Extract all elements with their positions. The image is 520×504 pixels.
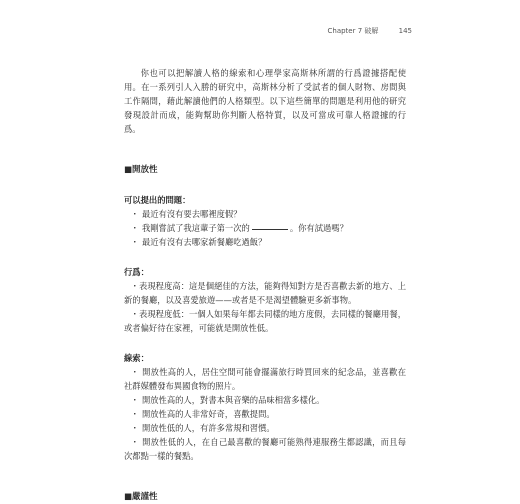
section-heading-openness: ■開放性 <box>124 165 158 175</box>
section-heading-conscientiousness: ■嚴謹性 <box>124 492 158 502</box>
list-item: ・ 開放性高的人，對書本與音樂的品味相當多樣化。 <box>130 395 325 405</box>
questions-heading: 可以提出的問題： <box>124 195 191 205</box>
list-item: ・ 我剛嘗試了我這輩子第一次的 。你有試過嗎？ <box>130 223 348 233</box>
list-item: ・ 開放性高的人，居住空間可能會擺滿旅行時買回來的紀念品，並喜歡在社群媒體發布異國食物的照片。 <box>124 367 406 391</box>
clues-list <box>124 365 406 463</box>
behavior-paragraph: ・表現程度高：這是個絕佳的方法，能夠得知對方是否喜歡去新的地方、上新的餐廳，以及喜愛旅遊——或者是不是渴望體驗更多新事物。 <box>124 281 406 305</box>
page-body <box>124 66 406 504</box>
behavior-heading: 行爲： <box>124 267 149 277</box>
chapter-label: Chapter 7 破解 <box>327 27 379 35</box>
page-header <box>328 26 413 36</box>
clues-heading: 線索： <box>124 353 149 363</box>
list-item: ・ 開放性低的人，在自己最喜歡的餐廳可能熟得連服務生都認識，而且每次都點一樣的餐點。 <box>124 437 406 461</box>
list-item: ・ 開放性高的人非常好奇，喜歡提問。 <box>130 409 275 419</box>
questions-list <box>124 207 406 249</box>
list-item: ・ 最近有沒有要去哪裡度假？ <box>130 209 242 219</box>
intro-paragraph: 你也可以把解讀人格的線索和心理學家高斯林所謂的行爲證據搭配使用。在一系列引人入勝的研究中，高斯林分析了受試者的個人財物、房間與工作隔間，藉此解讀他們的人格類型。以下這些簡單的問題是利用他的研究發現設計而成，能夠幫助你判斷人格特質，以及可當成可靠人格證據的行爲。 <box>124 68 406 134</box>
behavior-paragraph: ・表現程度低：一個人如果每年都去同樣的地方度假，去同樣的餐廳用餐，或者偏好待在家裡，可能就是開放性低。 <box>124 309 406 333</box>
list-item: ・ 開放性低的人，有許多常規和習慣。 <box>130 423 275 433</box>
page-number: 145 <box>398 27 412 35</box>
list-item: ・ 最近有沒有去哪家新餐廳吃過飯？ <box>130 237 267 247</box>
fill-in-blank <box>252 229 288 230</box>
